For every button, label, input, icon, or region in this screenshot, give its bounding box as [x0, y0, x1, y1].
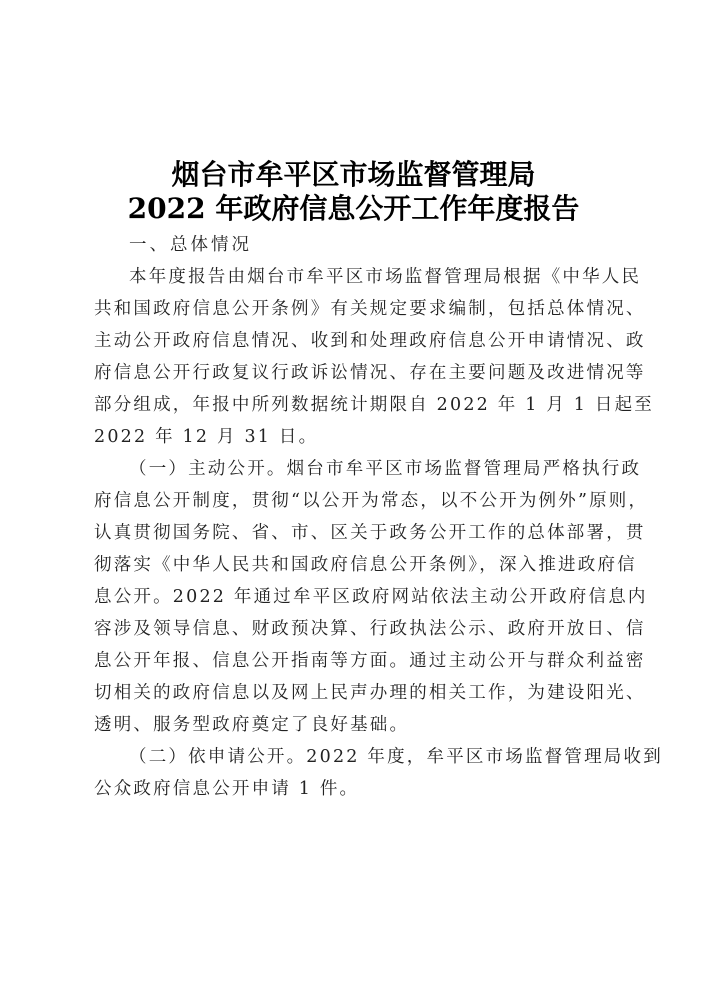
paragraph-line: （二）依申请公开。2022 年度，牟平区市场监督管理局收到 [129, 747, 663, 767]
document-body [94, 229, 663, 805]
paragraph-line: 透明、服务型政府奠定了良好基础。 [94, 715, 410, 735]
paragraph-proactive-disclosure [94, 453, 649, 741]
title-line-2: 2022 年政府信息公开工作年度报告 [127, 192, 580, 225]
paragraph-line: 府信息公开制度，贯彻“以公开为常态，以不公开为例外”原则， [94, 491, 649, 511]
title-line-1: 烟台市牟平区市场监督管理局 [171, 158, 536, 191]
paragraph-line: 息公开。2022 年通过牟平区政府网站依法主动公开政府信息内 [94, 587, 648, 607]
paragraph-line: 府信息公开行政复议行政诉讼情况、存在主要问题及改进情况等 [94, 363, 646, 383]
paragraph-line: 本年度报告由烟台市牟平区市场监督管理局根据《中华人民 [129, 267, 642, 287]
paragraph-line: 息公开年报、信息公开指南等方面。通过主动公开与群众利益密 [94, 651, 646, 671]
paragraph-line: 共和国政府信息公开条例》有关规定要求编制，包括总体情况、 [94, 299, 646, 319]
paragraph-line: 2022 年 12 月 31 日。 [94, 427, 319, 447]
paragraph-line: 彻落实《中华人民共和国政府信息公开条例》，深入推进政府信 [94, 555, 637, 575]
paragraph-line: （一）主动公开。烟台市牟平区市场监督管理局严格执行政 [129, 459, 642, 479]
paragraph-overview [94, 261, 654, 453]
paragraph-request-disclosure [94, 741, 663, 805]
paragraph-line: 公众政府信息公开申请 1 件。 [94, 779, 360, 799]
section-heading: 一、总体情况 [129, 235, 252, 255]
document-title [0, 158, 707, 226]
paragraph-line: 容涉及领导信息、财政预决算、行政执法公示、政府开放日、信 [94, 619, 646, 639]
paragraph-line: 切相关的政府信息以及网上民声办理的相关工作，为建设阳光、 [94, 683, 646, 703]
paragraph-line: 认真贯彻国务院、省、市、区关于政务公开工作的总体部署，贯 [94, 523, 646, 543]
paragraph-line: 部分组成，年报中所列数据统计期限自 2022 年 1 月 1 日起至 [94, 395, 654, 415]
paragraph-line: 主动公开政府信息情况、收到和处理政府信息公开申请情况、政 [94, 331, 646, 351]
